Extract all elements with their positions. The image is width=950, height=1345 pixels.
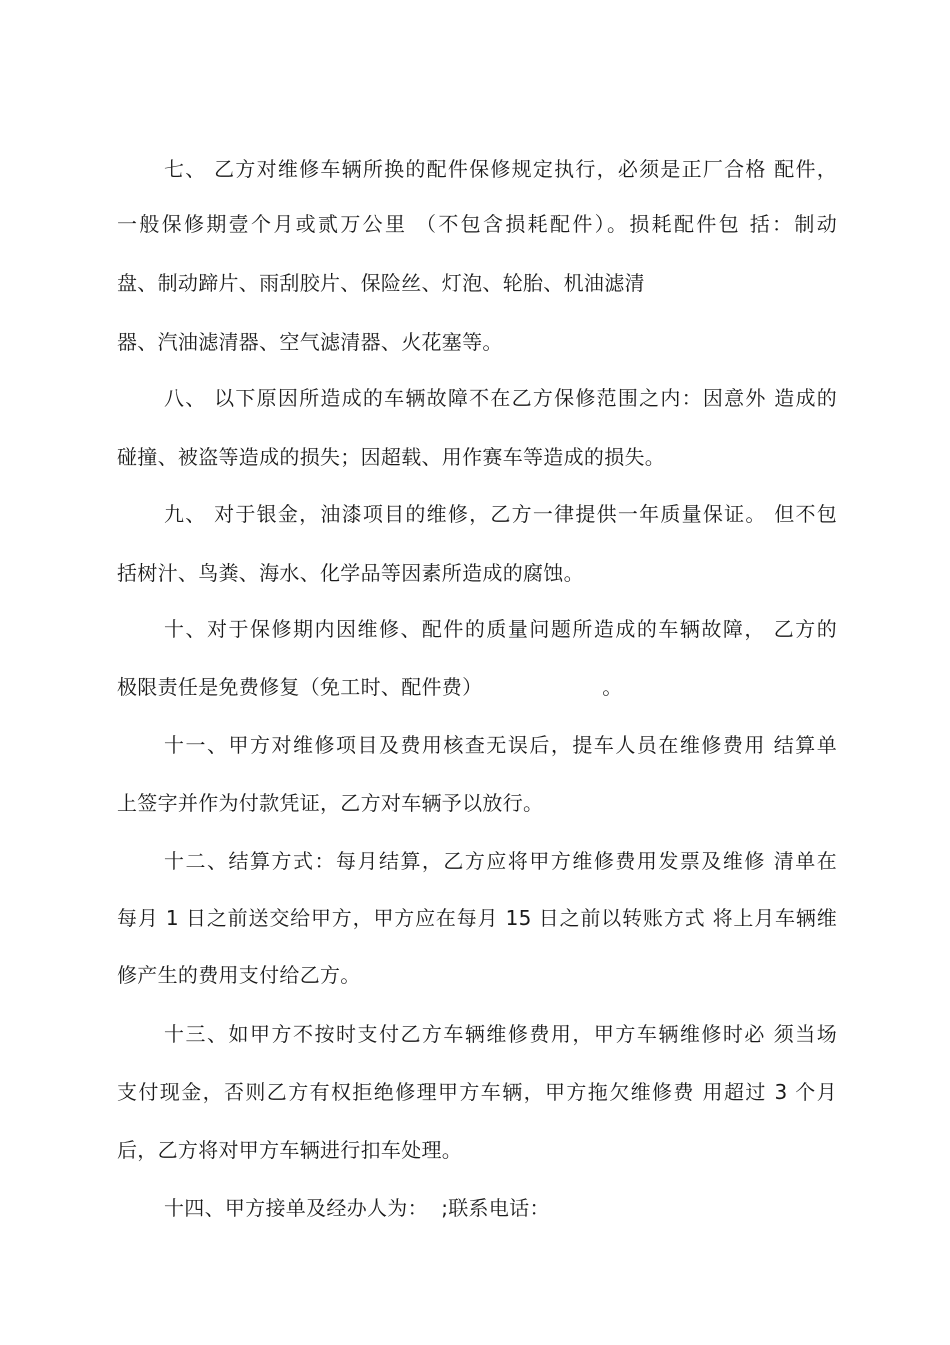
clause-12-line-2: 每月 1 日之前送交给甲方，甲方应在每月 15 日之前以转账方式 将上月车辆维	[117, 906, 837, 930]
clause-13-line-1: 十三、如甲方不按时支付乙方车辆维修费用，甲方车辆维修时必 须当场	[164, 1022, 837, 1046]
clause-12-line-3: 修产生的费用支付给乙方。	[117, 963, 361, 987]
clause-13-line-2: 支付现金，否则乙方有权拒绝修理甲方车辆，甲方拖欠维修费 用超过 3 个月	[117, 1080, 837, 1104]
clause-9-line-1: 九、 对于银金，油漆项目的维修，乙方一律提供一年质量保证。 但不包	[164, 502, 837, 526]
clause-11-line-2: 上签字并作为付款凭证，乙方对车辆予以放行。	[117, 791, 544, 815]
clause-7-line-1: 七、 乙方对维修车辆所换的配件保修规定执行，必须是正厂合格 配件，	[164, 157, 837, 181]
clause-12-line-1: 十二、结算方式：每月结算，乙方应将甲方维修费用发票及维修 清单在	[164, 849, 837, 873]
clause-8-line-2: 碰撞、被盗等造成的损失；因超载、用作赛车等造成的损失。	[117, 445, 666, 469]
clause-13-line-3: 后，乙方将对甲方车辆进行扣车处理。	[117, 1138, 463, 1162]
clause-10-line-1: 十、对于保修期内因维修、配件的质量问题所造成的车辆故障， 乙方的	[164, 617, 837, 641]
clause-14-line-1: 十四、甲方接单及经办人为： ;联系电话：	[164, 1196, 550, 1220]
clause-11-line-1: 十一、甲方对维修项目及费用核查无误后，提车人员在维修费用 结算单	[164, 733, 837, 757]
clause-8-line-1: 八、 以下原因所造成的车辆故障不在乙方保修范围之内：因意外 造成的	[164, 386, 837, 410]
clause-9-line-2: 括树汁、鸟粪、海水、化学品等因素所造成的腐蚀。	[117, 561, 584, 585]
clause-10-line-2: 极限责任是免费修复（免工时、配件费） 。	[117, 675, 623, 699]
clause-7-line-4: 器、汽油滤清器、空气滤清器、火花塞等。	[117, 330, 503, 354]
clause-7-line-2: 一般保修期壹个月或贰万公里 （不包含损耗配件）。损耗配件包 括：制动	[117, 212, 837, 236]
clause-7-line-3: 盘、制动蹄片、雨刮胶片、保险丝、灯泡、轮胎、机油滤清	[117, 271, 645, 295]
